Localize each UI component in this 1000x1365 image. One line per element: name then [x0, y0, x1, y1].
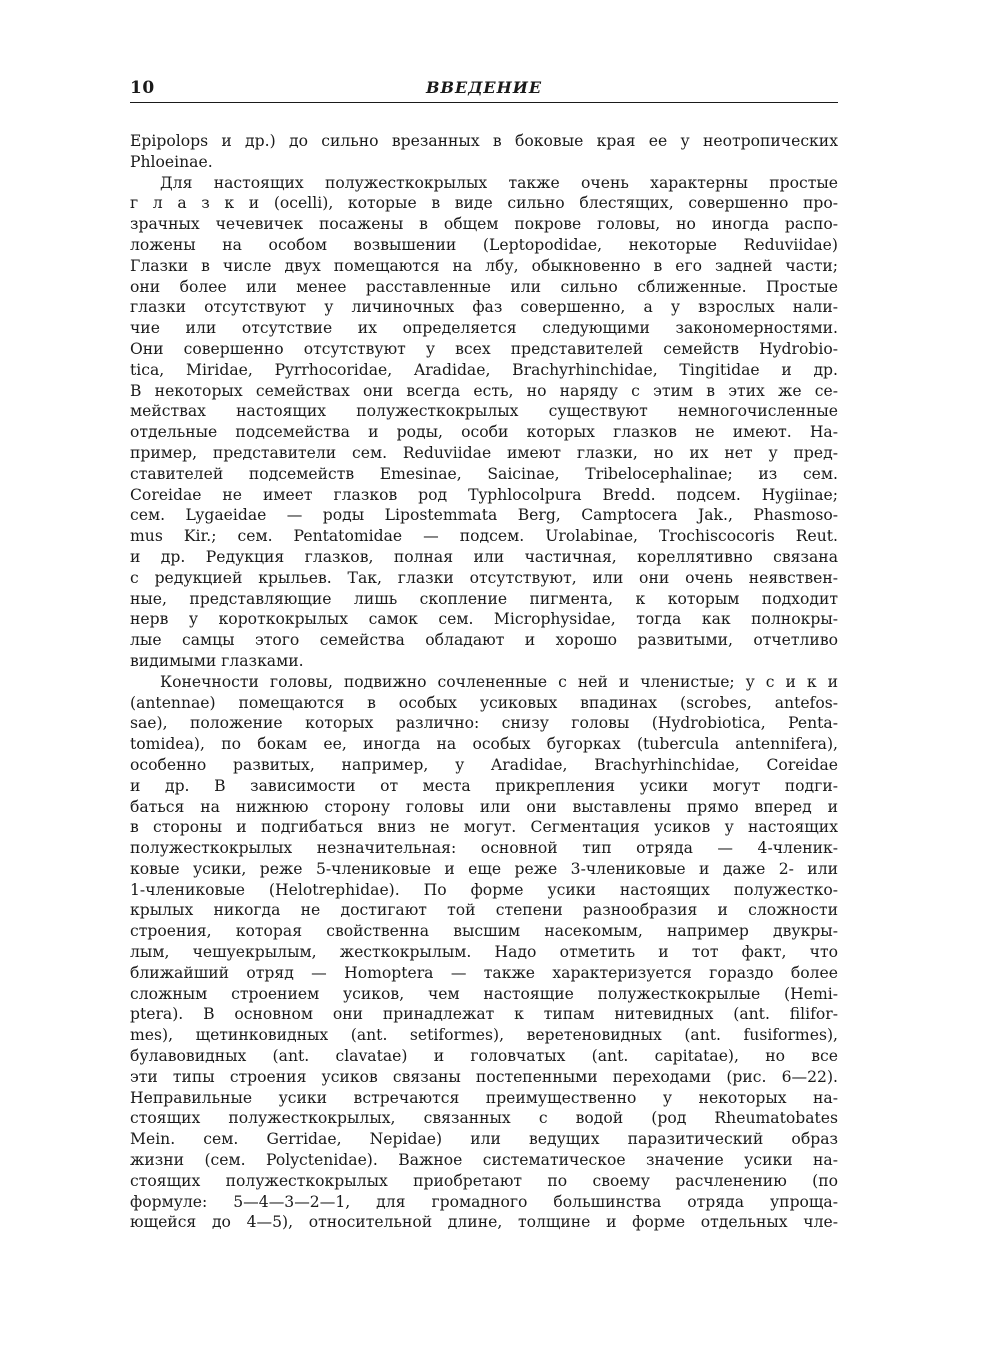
text-line: Неправильные усики встречаются преимущественно у некоторых на-	[130, 1088, 838, 1107]
text-line: особенно развитых, например, у Aradidae, Brachyrhinchidae, Coreidae	[130, 755, 838, 774]
text-line: ющейся до 4—5), относительной длине, толщине и форме отдельных чле-	[130, 1213, 838, 1232]
page-number: 10	[130, 78, 155, 98]
text-line: в стороны и подгибаться вниз не могут. Сегментация усиков у настоящих	[130, 818, 838, 837]
text-line: стоящих полужесткокрылых, связанных с водой (род Rheumatobates	[130, 1109, 838, 1128]
text-line: mus Kir.; сем. Pentatomidae — подсем. Urolabinae, Trochiscocoris Reut.	[130, 527, 838, 546]
text-line: (antennae) помещаются в особых усиковых впадинах (scrobes, antefos-	[130, 693, 838, 712]
text-line: ставителей подсемейств Emesinae, Saicinae, Tribelocephalinae; из сем.	[130, 464, 838, 483]
text-line: булавовидных (ant. clavatae) и головчатых (ant. capitatae), но все	[130, 1047, 838, 1066]
text-line: лым, чешуекрылым, жесткокрылым. Надо отметить и тот факт, что	[130, 943, 838, 962]
text-line: Phloeinae.	[130, 152, 213, 171]
text-line: Mein. сем. Gerridae, Nepidae) или ведущих паразитический образ	[130, 1130, 838, 1149]
text-line: пример, представители сем. Reduviidae имеют глазки, но их нет у пред-	[130, 443, 838, 462]
text-line: нерв у короткокрылых самок сем. Microphysidae, тогда как полнокры-	[130, 610, 838, 629]
text-line: и др. Редукция глазков, полная или частичная, кореллятивно связана	[130, 547, 838, 566]
text-line: лые самцы этого семейства обладают и хорошо развитыми, отчетливо	[130, 631, 838, 650]
text-line: крылых никогда не достигают той степени разнообразия и сложности	[130, 901, 838, 920]
text-line: tica, Miridae, Pyrrhocoridae, Aradidae, Brachyrhinchidae, Tingitidae и др.	[130, 360, 838, 379]
text-line: ковые усики, реже 5-члениковые и еще реже 3-члениковые и даже 2- или	[130, 859, 838, 878]
text-line: глазки отсутствуют у личиночных фаз совершенно, а у взрослых нали-	[130, 298, 838, 317]
text-line: эти типы строения усиков связаны постепенными переходами (рис. 6—22).	[130, 1067, 838, 1086]
text-line: они более или менее расставленные или сильно сближенные. Простые	[130, 277, 838, 296]
text-line: мействах настоящих полужесткокрылых существуют немногочисленные	[130, 402, 838, 421]
text-line: отдельные подсемейства и роды, особи которых глазков не имеют. На-	[130, 423, 838, 442]
page-header	[130, 78, 838, 103]
text-line: и др. В зависимости от места прикрепления усики могут подги-	[130, 776, 838, 795]
text-line: зрачных чечевичек посажены в общем покрове головы, но иногда распо-	[130, 215, 838, 234]
text-line: баться на нижнюю сторону головы или они выставлены прямо вперед и	[130, 797, 838, 816]
text-line: 1-члениковые (Helotrephidae). По форме усики настоящих полужестко-	[130, 880, 838, 899]
text-line: сем. Lygaeidae — роды Lipostemmata Berg, Camptocera Jak., Phasmoso-	[130, 506, 838, 525]
text-line: жизни (сем. Polyctenidae). Важное систематическое значение усики на-	[130, 1151, 838, 1170]
text-line: В некоторых семействах они всегда есть, но наряду с этим в этих же се-	[130, 381, 838, 400]
text-line: Глазки в числе двух помещаются на лбу, обыкновенно в его задней части;	[130, 256, 838, 275]
text-line: чие или отсутствие их определяется следующими закономерностями.	[130, 319, 838, 338]
text-line: ложены на особом возвышении (Leptopodidae, некоторые Reduviidae)	[130, 235, 838, 254]
text-line: строения, которая свойственна высшим насекомым, например двукры-	[130, 922, 838, 941]
text-line: сложным строением усиков, чем настоящие полужесткокрылые (Hemi-	[130, 984, 838, 1003]
text-line: стоящих полужесткокрылых приобретают по своему расчленению (по	[130, 1171, 838, 1190]
text-line: Конечности головы, подвижно сочлененные с ней и членистые; у с и к и	[160, 672, 838, 691]
text-line: Для настоящих полужесткокрылых также очень характерны простые	[160, 173, 838, 192]
text-line: Coreidae не имеет глазков род Typhlocolpura Bredd. подсем. Hygiinae;	[130, 485, 838, 504]
text-line: Epipolops и др.) до сильно врезанных в боковые края ее у неотропических	[130, 132, 838, 150]
text-line: видимыми глазками.	[130, 651, 304, 670]
text-line: с редукцией крыльев. Так, глазки отсутствуют, или они очень неявствен-	[130, 568, 838, 587]
body-text	[130, 131, 838, 1233]
text-line: ные, представляющие лишь скопление пигмента, к которым подходит	[130, 589, 838, 608]
running-title: ВВЕДЕНИЕ	[425, 78, 543, 97]
text-line: ближайший отряд — Homoptera — также характеризуется гораздо более	[130, 963, 838, 982]
text-line: tomidea), по бокам ее, иногда на особых бугорках (tubercula antennifera),	[130, 735, 838, 754]
text-line: Они совершенно отсутствуют у всех представителей семейств Hydrobio-	[130, 339, 838, 358]
text-line: формуле: 5—4—3—2—1, для громадного большинства отряда упроща-	[130, 1192, 838, 1211]
text-line: ptera). В основном они принадлежат к типам нитевидных (ant. filifor-	[130, 1005, 838, 1024]
text-line: mes), щетинковидных (ant. setiformes), веретеновидных (ant. fusiformes),	[130, 1026, 838, 1045]
text-line: г л а з к и (ocelli), которые в виде сильно блестящих, совершенно про-	[130, 194, 838, 213]
text-line: sae), положение которых различно: снизу головы (Hydrobiotica, Penta-	[130, 714, 838, 733]
text-line: полужесткокрылых незначительная: основной тип отряда — 4-членик-	[130, 839, 838, 858]
